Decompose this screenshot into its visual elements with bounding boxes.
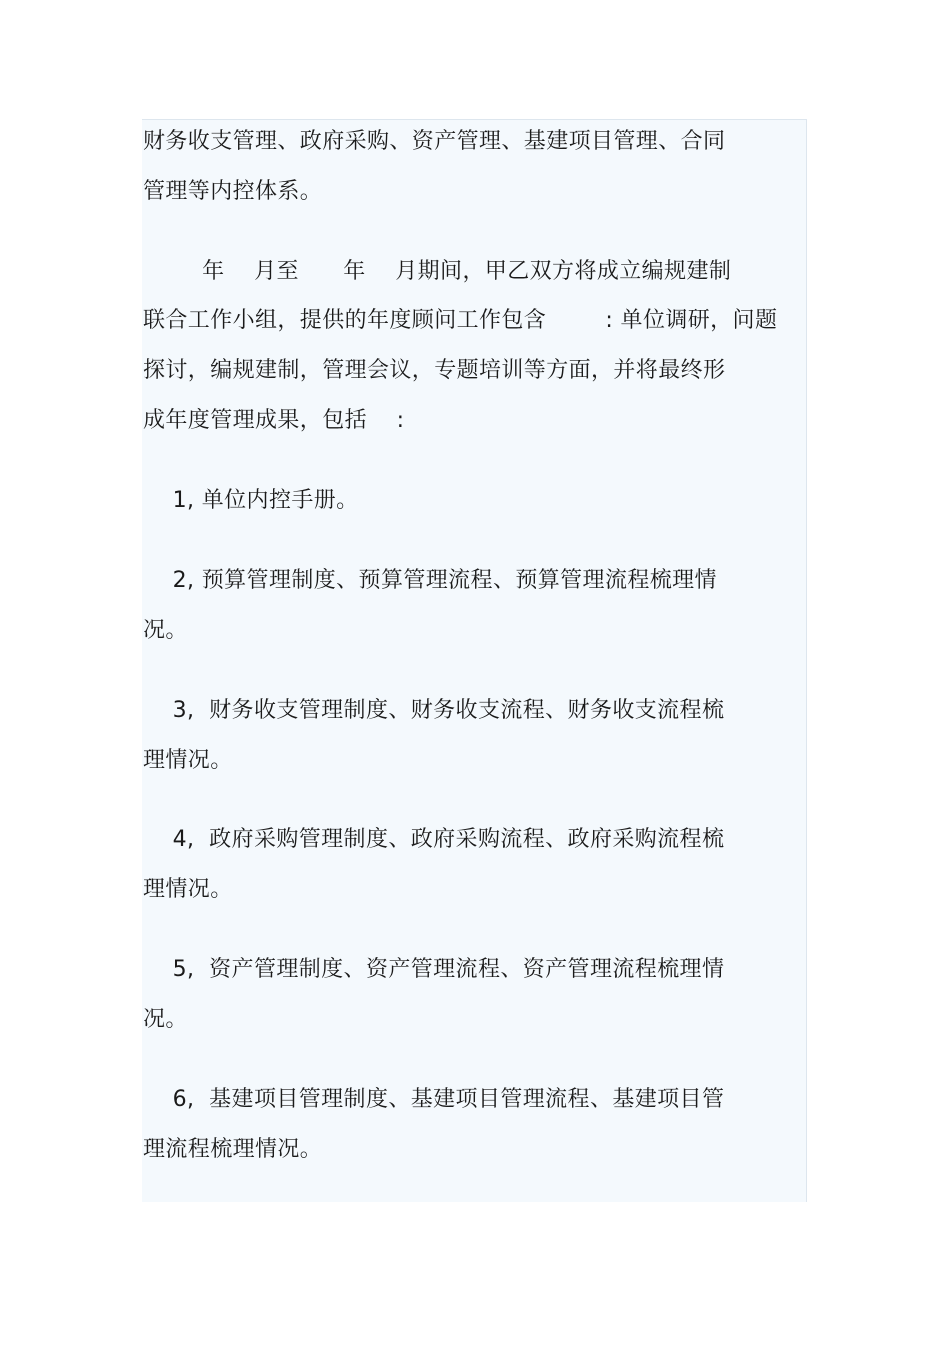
list-item-3: 3, 财务收支管理制度、财务收支流程、财务收支流程梳 <box>143 698 725 723</box>
text-line-4: 联合工作小组，提供的年度顾问工作包含 : 单位调研，问题 <box>143 308 778 333</box>
list-item-6: 6, 基建项目管理制度、基建项目管理流程、基建项目管 <box>143 1087 725 1112</box>
list-item-3-continued: 理情况。 <box>143 748 233 773</box>
text-line-2: 管理等内控体系。 <box>143 179 323 204</box>
list-item-6-continued: 理流程梳理情况。 <box>143 1137 323 1162</box>
list-item-4-continued: 理情况。 <box>143 877 233 902</box>
text-line-1: 财务收支管理、政府采购、资产管理、基建项目管理、合同 <box>143 129 726 154</box>
text-line-3: 年 月至 年 月期间，甲乙双方将成立编规建制 <box>143 259 732 284</box>
text-line-5: 探讨，编规建制，管理会议，专题培训等方面，并将最终形 <box>143 358 726 383</box>
list-item-2: 2, 预算管理制度、预算管理流程、预算管理流程梳理情 <box>143 568 717 593</box>
list-item-5: 5, 资产管理制度、资产管理流程、资产管理流程梳理情 <box>143 957 725 982</box>
text-line-6: 成年度管理成果，包括 : <box>143 408 405 433</box>
list-item-4: 4, 政府采购管理制度、政府采购流程、政府采购流程梳 <box>143 827 725 852</box>
list-item-2-continued: 况。 <box>143 618 188 643</box>
list-item-1: 1, 单位内控手册。 <box>143 488 359 513</box>
list-item-5-continued: 况。 <box>143 1007 188 1032</box>
